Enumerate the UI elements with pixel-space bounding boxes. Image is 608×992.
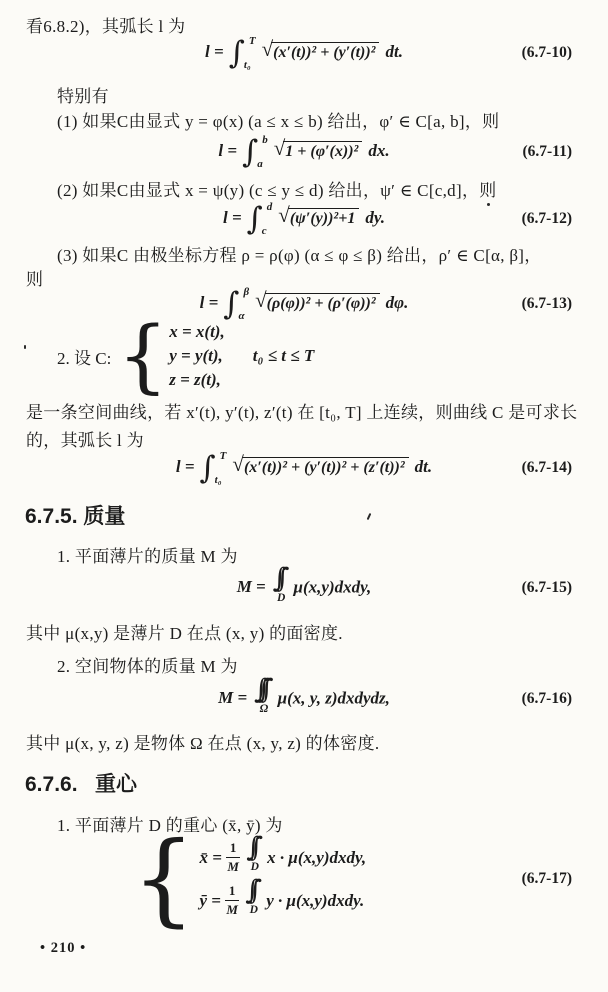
sqrt-sign: √ [278, 202, 290, 227]
fraction-denominator: M [226, 902, 238, 917]
equation-lhs: l = [205, 41, 224, 61]
equation-lhs: ȳ = [199, 890, 221, 910]
integral-lower-limit: α [238, 310, 245, 322]
double-integral-sign: ∫∫ [245, 875, 251, 906]
sqrt-sign: √ [255, 287, 267, 312]
radicand: (ρ(φ))² + (ρ′(φ))² [265, 293, 380, 313]
integral-domain: D [249, 904, 258, 916]
equation-6-7-11 [0, 131, 608, 173]
equation-tail: dt. [385, 41, 403, 61]
radicand: (x′(t))² + (y′(t))² + (z′(t))² [242, 457, 409, 477]
special-note: 特别有 [57, 87, 109, 106]
integral-sign: ∫ [199, 450, 216, 486]
equation-body: μ(x,y)dxdy, [293, 576, 372, 596]
fraction-numerator: 1 [225, 883, 240, 901]
equation-body: x · μ(x,y)dxdy, [267, 847, 367, 867]
integral-lower-limit: c [261, 225, 267, 237]
equation-number: (6.7-14) [521, 459, 572, 476]
equation-6-7-16 [0, 671, 608, 727]
integral-upper-limit: b [262, 134, 268, 146]
list-item-3-line2: 则 [26, 270, 44, 289]
scan-artifact [487, 203, 490, 206]
equation-number: (6.7-13) [521, 295, 572, 312]
curve-condition: t₀ ≤ t ≤ T [252, 346, 315, 365]
mass-density-note-2: 其中 μ(x, y, z) 是物体 Ω 在点 (x, y, z) 的体密度. [26, 734, 380, 753]
section-heading-675: 6.7.5. 质量 [25, 505, 126, 528]
mass-density-note-1: 其中 μ(x,y) 是薄片 D 在点 (x, y) 的面密度. [26, 624, 343, 643]
equation-number: (6.7-10) [521, 44, 572, 61]
integral-sign: ∫ [246, 201, 263, 237]
equation-lhs: M = [218, 687, 248, 707]
intro-line: 看6.8.2)，其弧长 l 为 [26, 17, 186, 36]
equation-lhs: l = [222, 207, 242, 227]
list-item-3-line1: (3) 如果C 由极坐标方程 ρ = ρ(φ) (α ≤ φ ≤ β) 给出，ρ′ ∈ C[α, β]， [57, 246, 542, 265]
sqrt-sign: √ [273, 135, 286, 160]
double-integral-sign: ∫∫ [246, 832, 252, 863]
integral-sign: ∫ [228, 35, 245, 71]
scan-artifact [24, 345, 26, 349]
paragraph-space-curve-1: 是一条空间曲线，若 x′(t), y′(t), z′(t) 在 [t₀, T] 上连续，则曲线 C 是可求长 [26, 403, 578, 422]
equation-lhs: x̄ = [199, 847, 222, 867]
fraction-denominator: M [227, 859, 239, 874]
sqrt-sign: √ [261, 36, 274, 61]
equation-6-7-15 [0, 561, 608, 615]
equation-number: (6.7-17) [521, 870, 572, 887]
curve-line-y: y = y(t), [169, 346, 223, 365]
radicand: 1 + (φ′(x))² [283, 141, 362, 161]
integral-upper-limit: d [266, 201, 273, 213]
integral-lower-limit: t₀ [243, 59, 251, 71]
integral-lower-limit: t₀ [214, 474, 222, 486]
equation-number: (6.7-11) [522, 143, 572, 160]
scan-artifact [367, 513, 372, 520]
list-item-1: (1) 如果C由显式 y = φ(x) (a ≤ x ≤ b) 给出，φ′ ∈ C[a, b]，则 [57, 112, 500, 131]
equation-tail: dy. [365, 207, 386, 227]
equation-number: (6.7-15) [521, 579, 572, 596]
centroid-item-1: 1. 平面薄片 D 的重心 (x̄, ȳ) 为 [57, 816, 283, 835]
double-integral-sign: ∫∫ [272, 562, 279, 594]
integral-sign: ∫ [223, 286, 240, 322]
section-heading-676: 6.7.6. 重心 [25, 773, 138, 796]
integral-lower-limit: a [257, 158, 263, 170]
mass-item-2: 2. 空间物体的质量 M 为 [57, 657, 238, 676]
left-brace: { [131, 820, 196, 937]
curve-system-prefix: 2. 设 C: [57, 348, 112, 368]
curve-line-z: z = z(t), [169, 370, 221, 389]
equation-body: y · μ(x,y)dxdy. [266, 890, 365, 910]
integral-sign: ∫ [242, 134, 259, 170]
equation-lhs: l = [218, 140, 238, 160]
equation-6-7-10 [0, 30, 608, 76]
equation-tail: dx. [368, 140, 390, 160]
equation-tail: dt. [414, 456, 433, 476]
equation-6-7-13 [0, 282, 608, 326]
integral-upper-limit: T [248, 35, 256, 47]
radicand: (x′(t))² + (y′(t))² [271, 42, 379, 62]
equation-number: (6.7-12) [521, 210, 572, 227]
integral-upper-limit: T [219, 450, 227, 462]
fraction-numerator: 1 [226, 840, 241, 858]
integral-upper-limit: β [243, 286, 250, 298]
equation-number: (6.7-16) [521, 690, 572, 707]
triple-integral-sign: ∫∫∫ [254, 673, 263, 705]
curve-line-x: x = x(t), [169, 322, 225, 341]
equation-6-7-14 [0, 445, 608, 491]
paragraph-space-curve-2: 的，其弧长 l 为 [26, 431, 144, 450]
integral-domain: D [250, 861, 259, 873]
list-item-2: (2) 如果C由显式 x = ψ(y) (c ≤ y ≤ d) 给出，ψ′ ∈ C[c,d]，则 [57, 181, 497, 200]
sqrt-sign: √ [232, 451, 244, 476]
left-brace: { [117, 309, 169, 402]
equation-body: μ(x, y, z)dxdydz, [277, 687, 390, 707]
equation-6-7-12 [0, 197, 608, 241]
curve-parametric-system [57, 309, 315, 402]
page-number: • 210 • [40, 940, 87, 956]
equation-tail: dφ. [385, 292, 409, 312]
radicand: (ψ′(y))²+1 [288, 208, 360, 228]
integral-domain: Ω [259, 702, 269, 715]
equation-lhs: l = [199, 292, 219, 312]
equation-lhs: l = [175, 456, 195, 476]
mass-item-1: 1. 平面薄片的质量 M 为 [57, 547, 238, 566]
equation-lhs: M = [236, 576, 266, 596]
integral-domain: D [276, 591, 286, 604]
